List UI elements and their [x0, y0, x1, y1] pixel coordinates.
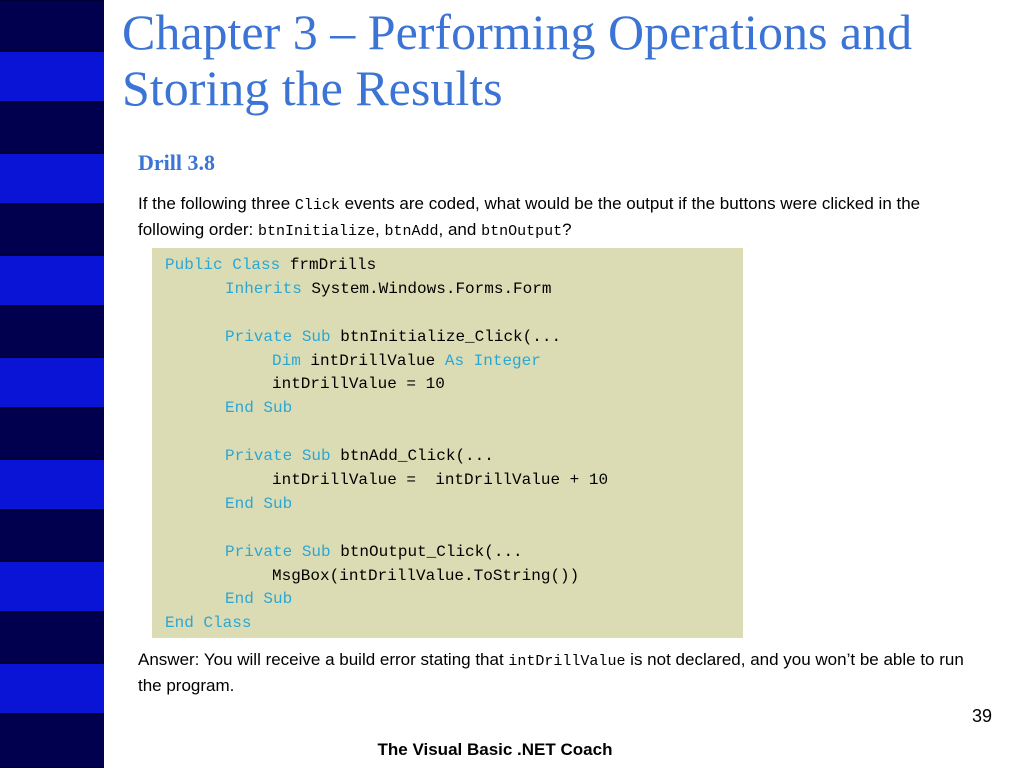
answer-text [138, 648, 968, 698]
page-number: 39 [971, 706, 992, 726]
sidebar-stripe [0, 0, 104, 51]
code-click: Click [294, 197, 340, 214]
drill-heading: Drill 3.8 [138, 150, 215, 175]
question-separator: , [375, 220, 385, 239]
code-text: intDrillValue = 10 [272, 375, 445, 394]
code-keyword: End Sub [225, 590, 293, 609]
code-int-drill-value: intDrillValue [508, 653, 626, 670]
sidebar-stripe [0, 102, 104, 153]
code-text: intDrillValue = intDrillValue + 10 [272, 471, 609, 490]
sidebar-stripe [0, 204, 104, 255]
code-keyword: Private Sub [225, 447, 331, 466]
sidebar-stripe [0, 357, 104, 408]
sidebar-decoration [0, 0, 104, 768]
code-line [165, 373, 743, 397]
sidebar-stripe [0, 408, 104, 459]
code-line [165, 612, 743, 636]
question-text-part: events are coded, what would be the output if the buttons were clicked in the following order: [138, 194, 921, 239]
code-line [165, 445, 743, 469]
code-line [165, 493, 743, 517]
code-line [165, 588, 743, 612]
code-btn-output: btnOutput [481, 223, 563, 240]
code-blank-line [165, 302, 743, 326]
sidebar-stripe [0, 51, 104, 102]
answer-text-part: is not declared, and you won’t be able to run the program. [138, 650, 964, 695]
code-text: frmDrills [280, 256, 377, 274]
sidebar-stripe [0, 612, 104, 663]
sidebar-stripe [0, 255, 104, 306]
code-text: btnOutput_Click(... [330, 542, 523, 561]
slide-title: Chapter 3 – Performing Operations and Storing the Results [122, 4, 913, 116]
code-line [165, 541, 743, 565]
code-keyword: As Integer [444, 351, 541, 370]
code-line [165, 254, 743, 278]
question-text-part: If the following three [138, 194, 295, 213]
code-line [165, 278, 743, 302]
code-text: System.Windows.Forms.Form [301, 279, 552, 298]
code-keyword: Public Class [165, 256, 281, 274]
code-btn-initialize: btnInitialize [258, 223, 376, 240]
code-keyword: Inherits [225, 279, 302, 298]
code-keyword: End Sub [225, 494, 293, 513]
sidebar-stripe [0, 306, 104, 357]
code-keyword: Dim [272, 351, 301, 370]
sidebar-stripe [0, 663, 104, 714]
code-text: btnInitialize_Click(... [330, 327, 562, 346]
question-text [138, 192, 968, 244]
code-keyword: End Class [165, 614, 252, 633]
code-keyword: End Sub [225, 399, 293, 418]
code-line [165, 565, 743, 589]
code-line [165, 350, 743, 374]
question-end: ? [562, 220, 572, 239]
code-btn-add: btnAdd [384, 223, 439, 240]
code-line [165, 469, 743, 493]
footer-text: The Visual Basic .NET Coach [377, 740, 613, 759]
sidebar-stripe [0, 561, 104, 612]
code-line [165, 326, 743, 350]
code-text: intDrillValue [300, 351, 445, 370]
sidebar-stripe [0, 459, 104, 510]
answer-text-part: Answer: You will receive a build error stating that [138, 650, 509, 669]
code-listing [152, 248, 743, 638]
code-keyword: Private Sub [225, 542, 331, 561]
sidebar-stripe [0, 714, 104, 768]
code-keyword: Private Sub [225, 327, 331, 346]
sidebar-stripe [0, 510, 104, 561]
code-text: btnAdd_Click(... [330, 447, 494, 466]
code-text: MsgBox(intDrillValue.ToString()) [272, 566, 580, 585]
code-blank-line [165, 517, 743, 541]
code-blank-line [165, 421, 743, 445]
code-line [165, 397, 743, 421]
question-separator: , and [438, 220, 482, 239]
sidebar-stripe [0, 153, 104, 204]
